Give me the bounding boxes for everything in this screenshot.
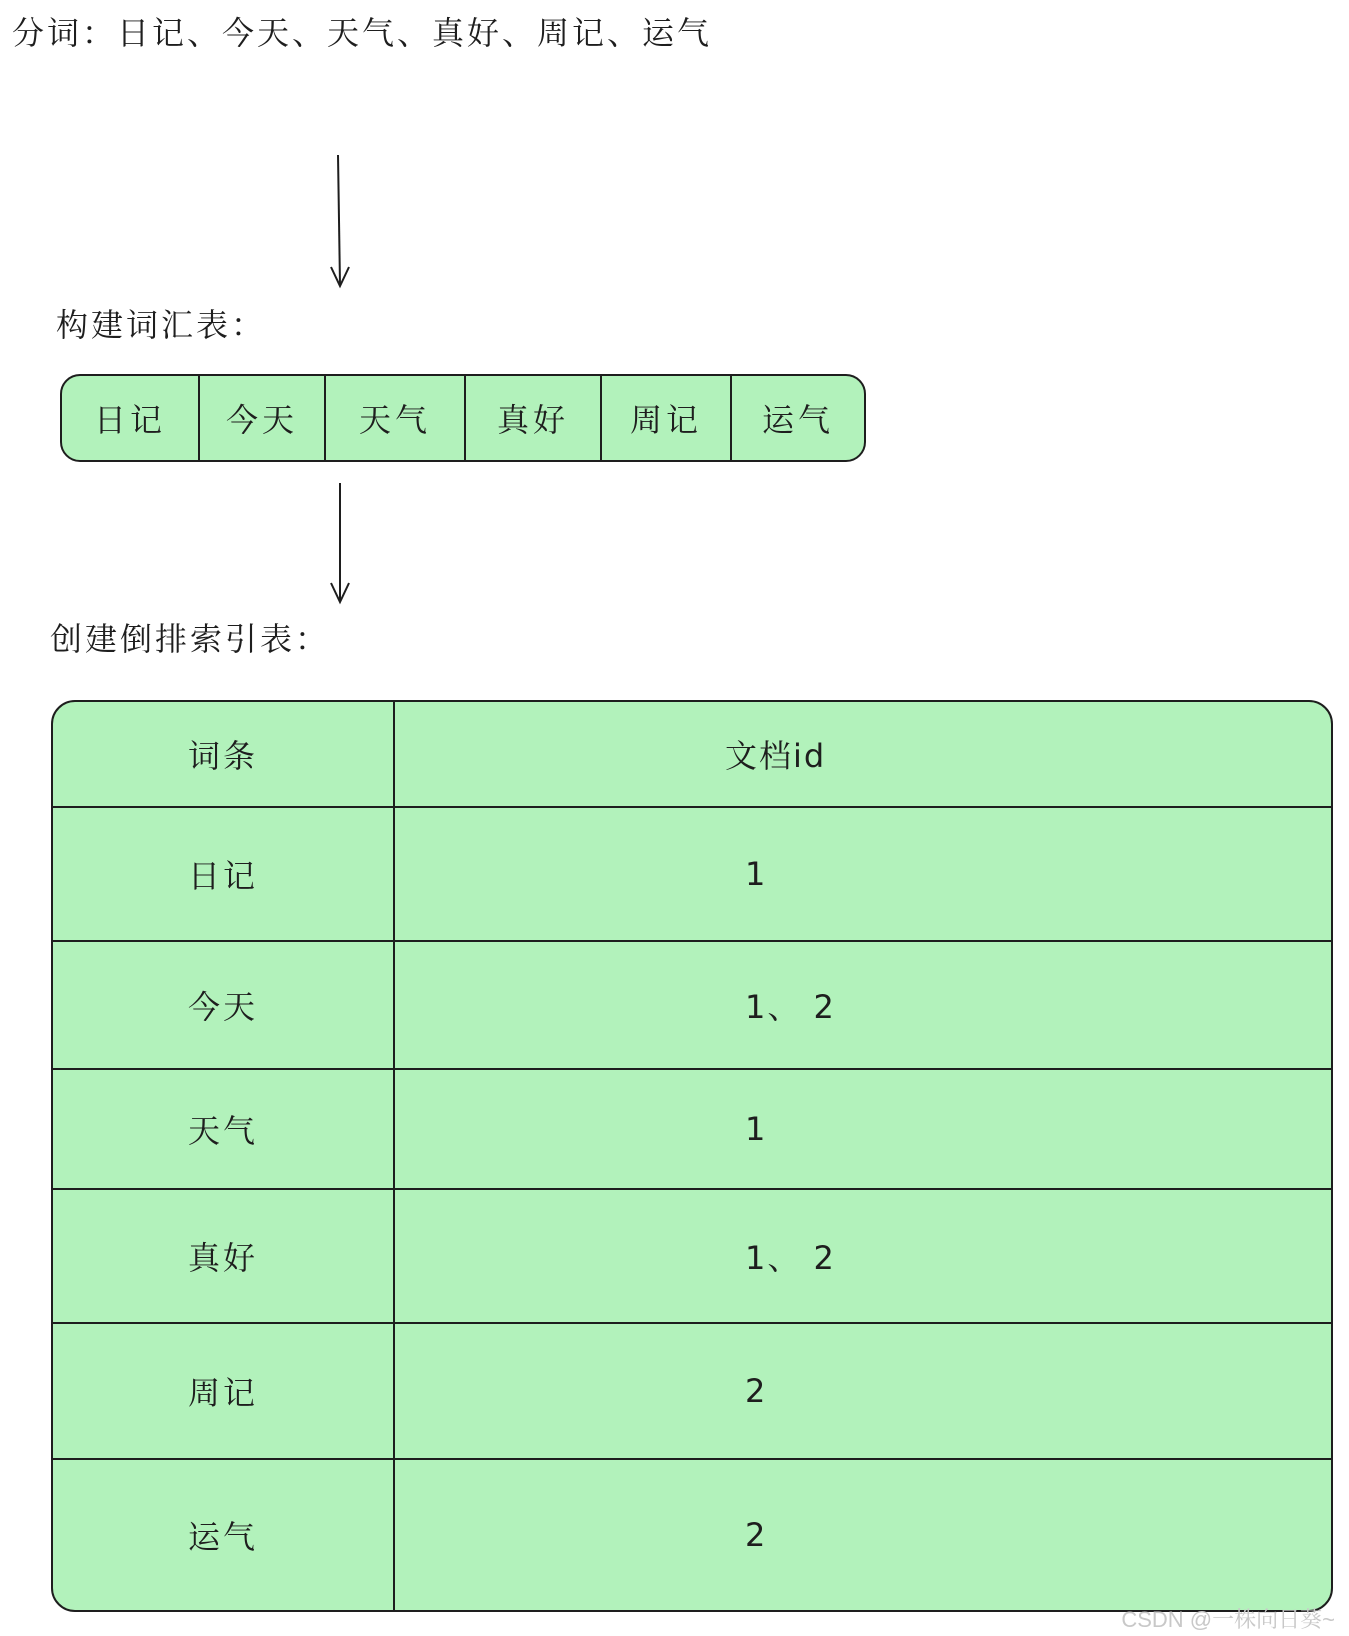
inverted-index-table <box>51 700 1333 1612</box>
header-doc-ids: 文档id <box>725 737 827 775</box>
table-row <box>53 942 1331 1070</box>
term-cell: 日记 <box>53 808 395 940</box>
doc-ids-cell: 1 <box>745 855 768 893</box>
doc-ids-cell: 1、 2 <box>745 1239 836 1277</box>
vocab-cell: 运气 <box>761 401 834 439</box>
table-row <box>53 1070 1331 1190</box>
term-cell: 天气 <box>53 1070 395 1188</box>
term-cell: 运气 <box>53 1460 395 1610</box>
table-row <box>53 808 1331 942</box>
vocab-cell: 真好 <box>466 376 602 460</box>
header-term: 词条 <box>53 702 395 806</box>
vocab-cell: 天气 <box>326 376 466 460</box>
down-arrow-1 <box>325 155 355 295</box>
doc-ids-cell: 2 <box>745 1372 768 1410</box>
vocab-title: 构建词汇表： <box>56 306 267 344</box>
term-cell: 周记 <box>53 1324 395 1458</box>
vocab-cell: 今天 <box>200 376 326 460</box>
watermark: CSDN @一株向日葵~ <box>1121 1607 1335 1632</box>
vocab-cell: 日记 <box>62 376 200 460</box>
term-cell: 今天 <box>53 942 395 1068</box>
doc-ids-cell: 1 <box>745 1110 768 1148</box>
table-row <box>53 1324 1331 1460</box>
down-arrow-2 <box>325 483 355 608</box>
doc-ids-cell: 1、 2 <box>745 988 836 1026</box>
vocab-cell: 周记 <box>602 376 732 460</box>
segmentation-text: 分词：日记、今天、天气、真好、周记、运气 <box>12 14 713 52</box>
table-row <box>53 1460 1331 1610</box>
index-title: 创建倒排索引表： <box>50 620 331 658</box>
table-header-row <box>53 702 1331 808</box>
vocab-bar <box>60 374 866 462</box>
table-row <box>53 1190 1331 1324</box>
doc-ids-cell: 2 <box>745 1516 768 1554</box>
term-cell: 真好 <box>53 1190 395 1322</box>
